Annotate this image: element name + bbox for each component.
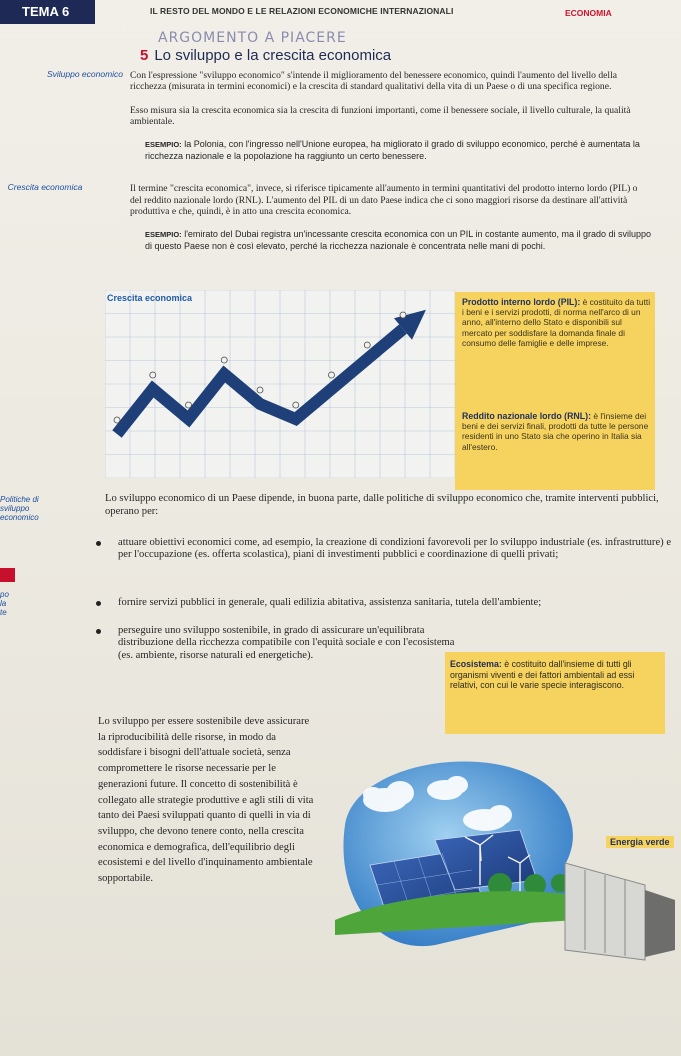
- paragraph-misura: Esso misura sia la crescita economica sia la crescita di funzioni importanti, come il benessere sociale, il livello culturale, la qualità ambientale.: [130, 105, 631, 128]
- section-number: 5: [140, 47, 149, 64]
- example-text: la Polonia, con l'ingresso nell'Unione europea, ha migliorato il grado di sviluppo economico, perché è aumentata la ricchezza nazionale e la popolazione ha raggiunto un certo benessere.: [145, 139, 640, 161]
- section-title-text: Lo sviluppo e la crescita economica: [154, 47, 392, 64]
- example-label: ESEMPIO:: [145, 230, 182, 239]
- chapter-title: IL RESTO DEL MONDO E LE RELAZIONI ECONOMICHE INTERNAZIONALI: [150, 6, 454, 16]
- data-point: [400, 312, 406, 318]
- rnl-definition: è l'insieme dei beni e dei servizi finali, prodotti da tutte le persone residenti in uno Stato sia che operino in Italia sia all'estero.: [462, 411, 649, 452]
- bullet-text: perseguire uno sviluppo sostenibile, in grado di assicurare un'equilibrata distribuzione della ricchezza compatibile con l'equità sociale e con l'ecosistema (es. ambiente, risorse naturali ed energetiche).: [118, 625, 455, 661]
- example-label: ESEMPIO:: [145, 140, 182, 149]
- data-point: [186, 402, 192, 408]
- bullet-text: attuare obiettivi economici come, ad esempio, la creazione di condizioni favorevoli per lo sviluppo industriale (es. infrastrutture) e per l'occupazione (es. offerta scolastica), piani di investimenti pubblici e coordinazione di quelli privati;: [118, 537, 672, 561]
- paragraph-sostenibile: Lo sviluppo per essere sostenibile deve assicurare la riproducibilità delle risorse, in modo da soddisfare i bisogni dell'attuale società, senza compromettere le risorse necessarie per le generazioni future. Il concetto di sostenibilità è collegato alle strategie produttive e agli stili di vita tanto dei Paesi sviluppati quanto di quelli in via di sviluppo, che devono tenere conto, nella crescita economica e demografica, dell'equilibrio degli ecosistemi e del livello d'inquinamento ambientale sopportabile.: [98, 716, 314, 885]
- energy-label: Energia verde: [606, 836, 674, 848]
- example-dubai: [145, 229, 655, 252]
- margin-fragment: te: [0, 608, 7, 617]
- paragraph-crescita: Il termine "crescita economica", invece, si riferisce tipicamente all'aumento in termini quantitativi del prodotto interno lordo (PIL) o del reddito nazionale lordo (RNL). L'aumento del PIL di un dato Paese indica che ci sono maggiori risorse da destinare all'attività produttiva e che, quindi, è in atto una crescita economica.: [130, 183, 638, 217]
- bullet-dot: [96, 629, 101, 634]
- paragraph-sviluppo: Con l'espressione "sviluppo economico" s'intende il miglioramento del benessere economico, quindi l'aumento del livello della ricchezza (misurata in termini economici) e la crescita di standard qualitativi della vita di un Paese o di una specifica regione.: [130, 70, 617, 93]
- subject-label: ECONOMIA: [565, 8, 612, 18]
- ecosistema-def: è costituito dall'insieme di tutti gli organismi viventi e dei fattori ambientali ad essi relativi, con cui le varie specie interagiscono.: [450, 659, 635, 691]
- margin-fragment: la: [0, 599, 7, 608]
- glossary-pil: [462, 297, 652, 348]
- margin-crescita: Crescita economica: [7, 182, 83, 192]
- section-title: [140, 47, 391, 64]
- series-line: [117, 329, 403, 434]
- pil-definition: è costituito da tutti i beni e i servizi prodotti, di norma nell'arco di un anno, all'interno dello Stato e disponibili sul mercato per soddisfare la domanda finale di consumo delle famiglie e delle imprese.: [462, 297, 651, 348]
- bullet-text: fornire servizi pubblici in generale, quali edilizia abitativa, assistenza sanitaria, tutela dell'ambiente;: [118, 597, 542, 608]
- data-point: [257, 387, 263, 393]
- bullet-dot: [96, 541, 101, 546]
- margin-fragment: po: [0, 590, 9, 599]
- margin-tab: [0, 568, 15, 582]
- growth-chart: [105, 290, 455, 478]
- margin-sviluppo: Sviluppo economico: [46, 69, 124, 79]
- data-point: [221, 357, 227, 363]
- handwritten-note: ARGOMENTO A PIACERE: [158, 30, 347, 46]
- glossary-rnl: [462, 411, 652, 452]
- pil-term: Prodotto interno lordo (PIL):: [462, 297, 581, 307]
- margin-politiche: Politiche di sviluppo economico: [0, 495, 39, 522]
- tema-badge: TEMA 6: [0, 0, 95, 24]
- chart-title: Crescita economica: [107, 293, 193, 303]
- example-polonia: [145, 139, 655, 162]
- paragraph-politiche: Lo sviluppo economico di un Paese dipende, in buona parte, dalle politiche di sviluppo economico che, tramite interventi pubblici, operano per:: [105, 493, 659, 517]
- data-point: [114, 417, 120, 423]
- bulb-socket: [565, 863, 675, 960]
- ecosistema-definition: [450, 659, 662, 691]
- ecosistema-term: Ecosistema:: [450, 659, 502, 669]
- green-energy-illustration: [315, 745, 681, 1005]
- data-point: [329, 372, 335, 378]
- data-point: [364, 342, 370, 348]
- data-point: [293, 402, 299, 408]
- bullet-dot: [96, 601, 101, 606]
- example-text: l'emirato del Dubai registra un'incessante crescita economica con un PIL in costante aumento, ma il grado di sviluppo di questo Paese non è così elevato, perché la ricchezza nazionale è concentrata nelle mani di pochi.: [145, 229, 652, 251]
- rnl-term: Reddito nazionale lordo (RNL):: [462, 411, 592, 421]
- data-point: [150, 372, 156, 378]
